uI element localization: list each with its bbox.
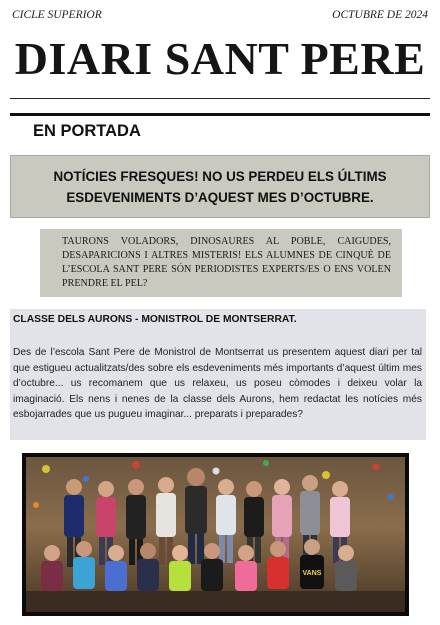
section-title: EN PORTADA (33, 122, 141, 140)
top-info-line (10, 9, 430, 23)
cycle-label: CICLE SUPERIOR (12, 9, 102, 21)
headline-text: NOTÍCIES FRESQUES! NO US PERDEU ELS ÚLTIMS ESDEVENIMENTS D’AQUEST MES D’OCTUBRE. (53, 168, 387, 205)
class-photo (22, 453, 409, 616)
class-photo-illustration (26, 457, 405, 612)
masthead-divider-thin (10, 98, 430, 99)
teaser-box (40, 229, 402, 297)
article-block (10, 309, 426, 440)
article-title: CLASSE DELS AURONS - MONISTROL DE MONTSERRAT. (13, 314, 297, 325)
article-body: Des de l’escola Sant Pere de Monistrol de Montserrat us presentem aquest diari per tal que estigueu actualitzats/des sobre els esdeveniments més importants d’aquest últim mes d’octubre... us recomanem que us relaxeu, us poseu còmodes i deixeu volar la imaginació. Els nens i nenes de la classe dels Aurons, hem redactat les notícies més esbojarrades que us pugueu imaginar... preparats i preparades? (13, 347, 422, 420)
floor (26, 591, 405, 612)
masthead-divider-thick (10, 113, 430, 116)
teaser-text: TAURONS VOLADORS, DINOSAURES AL POBLE, CAIGUDES, DESAPARICIONS I ALTRES MISTERIS! ELS ALUMNES DE CINQUÈ DE L’ESCOLA SANT PERE SÓN PERIODISTES EXPERTS/ES O ENS VOLEN PRENDRE EL PEL? (62, 236, 391, 289)
masthead-title: DIARI SANT PERE (14, 33, 426, 84)
headline-box (10, 155, 430, 218)
vans-shirt-text: VANS (302, 570, 322, 577)
issue-date: OCTUBRE DE 2024 (332, 9, 428, 21)
